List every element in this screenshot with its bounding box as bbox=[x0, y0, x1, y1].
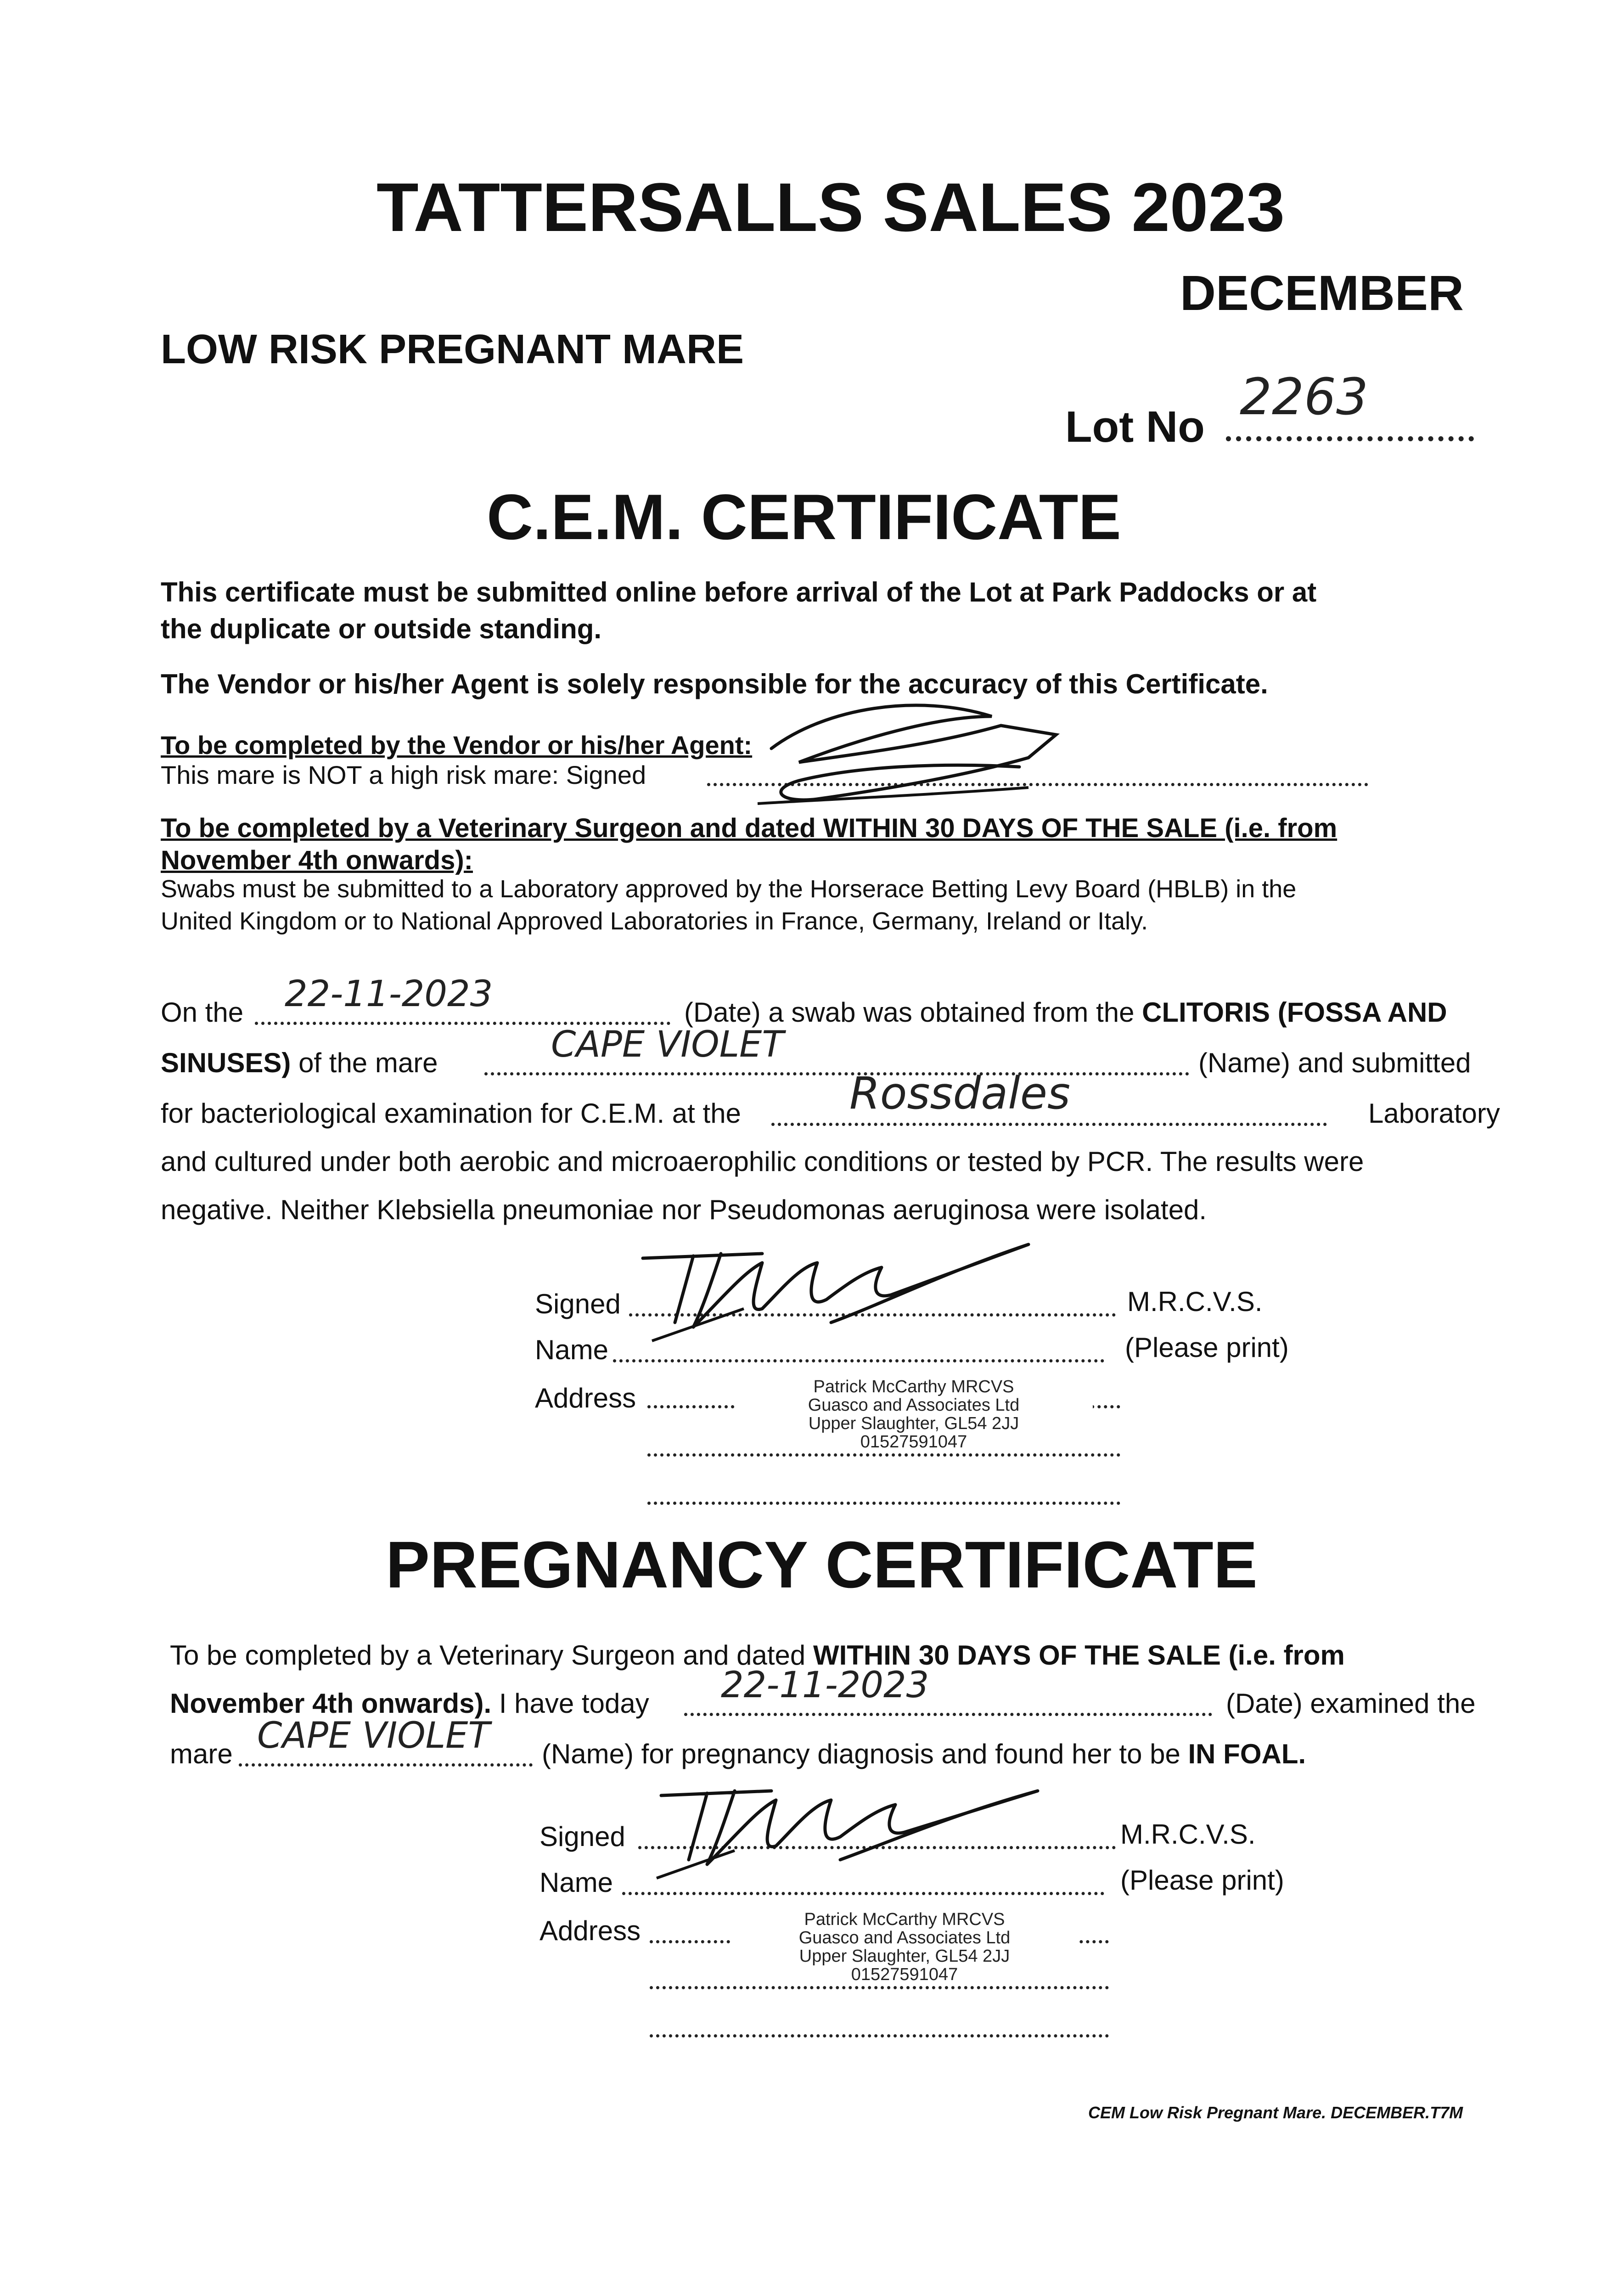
cem-certificate-title: C.E.M. CERTIFICATE bbox=[487, 481, 1121, 553]
cem-name-line bbox=[613, 1359, 1104, 1362]
cem-mrcvs: M.R.C.V.S. bbox=[1127, 1286, 1263, 1317]
preg-date-value: 22-11-2023 bbox=[721, 1665, 929, 1706]
cem-vet-stamp: Patrick McCarthy MRCVS Guasco and Associates Ltd Upper Slaughter, GL54 2JJ 01527591047 bbox=[735, 1378, 1093, 1451]
preg-vet-stamp: Patrick McCarthy MRCVS Guasco and Associates Ltd Upper Slaughter, GL54 2JJ 01527591047 bbox=[730, 1910, 1079, 1984]
sale-month: DECEMBER bbox=[1180, 265, 1464, 321]
cem-name-label: Name bbox=[535, 1334, 609, 1365]
preg-address-line2 bbox=[650, 1986, 1109, 1989]
preg-mare-label: mare bbox=[170, 1739, 233, 1769]
culture-text: and cultured under both aerobic and microaerophilic conditions or tested by PCR. The results were bbox=[161, 1146, 1364, 1177]
cem-address-line2 bbox=[647, 1453, 1120, 1457]
preg-mare-name-line bbox=[239, 1763, 533, 1767]
preg-name-line bbox=[622, 1892, 1104, 1895]
swab-date-value: 22-11-2023 bbox=[285, 974, 493, 1015]
cem-responsibility: The Vendor or his/her Agent is solely responsible for the accuracy of this Certificate. bbox=[161, 669, 1268, 699]
lab-name-value: Rossdales bbox=[849, 1068, 1070, 1119]
lot-number-handwritten: 2263 bbox=[1240, 367, 1368, 426]
negative-text: negative. Neither Klebsiella pneumoniae nor Pseudomonas aeruginosa were isolated. bbox=[161, 1194, 1207, 1225]
swab-date-label: (Date) a swab was obtained from the CLITORIS (FOSSA AND bbox=[684, 997, 1447, 1028]
preg-date-line bbox=[684, 1713, 1212, 1716]
pregnancy-certificate-title: PREGNANCY CERTIFICATE bbox=[386, 1528, 1258, 1602]
preg-address-label: Address bbox=[539, 1915, 641, 1946]
preg-date-label: (Date) examined the bbox=[1226, 1688, 1476, 1719]
cem-address-line3 bbox=[647, 1502, 1120, 1505]
cem-please-print: (Please print) bbox=[1125, 1332, 1289, 1363]
preg-address-line3 bbox=[650, 2034, 1109, 2037]
preg-mare-name-value: CAPE VIOLET bbox=[257, 1715, 490, 1756]
preg-vet-signature bbox=[643, 1763, 1056, 1883]
footer-reference: CEM Low Risk Pregnant Mare. DECEMBER.T7M bbox=[1088, 2103, 1463, 2122]
lab-intro: for bacteriological examination for C.E.M. at the bbox=[161, 1098, 741, 1129]
preg-please-print: (Please print) bbox=[1120, 1865, 1284, 1896]
vendor-signature bbox=[744, 689, 1074, 827]
swab-note-line1: Swabs must be submitted to a Laboratory approved by the Horserace Betting Levy Board (HBLB) in the bbox=[161, 875, 1297, 903]
cem-signed-label: Signed bbox=[535, 1289, 621, 1319]
vet-heading-line1: To be completed by a Veterinary Surgeon and dated WITHIN 30 DAYS OF THE SALE (i.e. from bbox=[161, 813, 1337, 843]
vendor-heading: To be completed by the Vendor or his/her Agent: bbox=[161, 731, 753, 760]
preg-foal-statement: (Name) for pregnancy diagnosis and found her to be IN FOAL. bbox=[542, 1739, 1306, 1769]
preg-line1: To be completed by a Veterinary Surgeon and dated WITHIN 30 DAYS OF THE SALE (i.e. from bbox=[170, 1640, 1345, 1671]
lab-label: Laboratory bbox=[1368, 1098, 1500, 1129]
on-the-label: On the bbox=[161, 997, 244, 1028]
lab-name-line bbox=[771, 1123, 1327, 1126]
preg-line2-start: November 4th onwards). I have today bbox=[170, 1688, 649, 1719]
document-title: TATTERSALLS SALES 2023 bbox=[376, 169, 1285, 246]
preg-mrcvs: M.R.C.V.S. bbox=[1120, 1819, 1256, 1850]
mare-label: SINUSES) of the mare bbox=[161, 1047, 438, 1078]
swab-note-line2: United Kingdom or to National Approved Laboratories in France, Germany, Ireland or Italy. bbox=[161, 907, 1148, 935]
vet-heading-line2: November 4th onwards): bbox=[161, 845, 473, 875]
lot-label: Lot No bbox=[1065, 402, 1205, 451]
certificate-category: LOW RISK PREGNANT MARE bbox=[161, 326, 744, 372]
mare-name-value: CAPE VIOLET bbox=[551, 1024, 784, 1065]
cem-intro-line1: This certificate must be submitted online before arrival of the Lot at Park Paddocks or at bbox=[161, 577, 1317, 608]
mare-name-line bbox=[484, 1072, 1189, 1075]
mare-name-label: (Name) and submitted bbox=[1198, 1047, 1471, 1078]
cem-address-label: Address bbox=[535, 1383, 636, 1413]
preg-signed-label: Signed bbox=[539, 1821, 625, 1852]
lot-dots bbox=[1226, 436, 1474, 441]
preg-name-label: Name bbox=[539, 1867, 613, 1898]
cem-vet-signature bbox=[624, 1231, 1038, 1350]
cem-intro-line2: the duplicate or outside standing. bbox=[161, 613, 602, 644]
vendor-statement: This mare is NOT a high risk mare: Signed bbox=[161, 760, 646, 789]
